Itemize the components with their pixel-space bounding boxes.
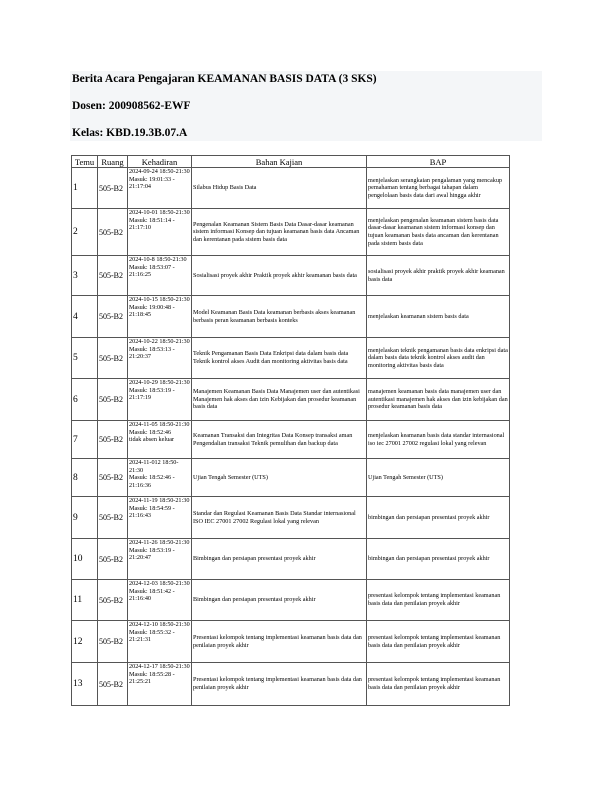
schedule-text: 2024-10-8 18:50-21:30	[129, 256, 187, 263]
bap-cell: manajemen keamanan basis data manajemen user dan autentikasi manajemen hak akses dan izin kebijakan dan prosedur keamanan basis data	[367, 379, 510, 421]
table-row	[72, 338, 510, 379]
attendance-cell	[128, 379, 192, 421]
document-header	[70, 71, 542, 141]
attendance-cell	[128, 621, 192, 663]
attendance-table	[71, 155, 510, 706]
meeting-number: 7	[72, 421, 98, 459]
topic-cell: Manajemen Keamanan Basis Data Manajemen user dan autentikasi Manajemen hak akses dan izin Kebijakan dan prosedur keamanan basis data	[192, 379, 367, 421]
topic-cell: Keamanan Transaksi dan Integritas Data Konsep transaksi aman Pengendalian transaksi Teknik pemulihan dan backup data	[192, 421, 367, 459]
bap-cell: menjelaskan keamanan basis data standar internasional iso iec 27001 27002 regulasi lokal yang relevan	[367, 421, 510, 459]
attendance-cell	[128, 497, 192, 539]
col-header-bap: BAP	[367, 156, 510, 168]
meeting-number: 1	[72, 168, 98, 209]
meeting-number: 10	[72, 539, 98, 580]
table-row	[72, 539, 510, 580]
meeting-number: 12	[72, 621, 98, 663]
table-row	[72, 256, 510, 296]
checkin-text: Masuk: 18:55:32 - 21:21:31	[129, 628, 175, 644]
room-cell: 505-B2	[98, 459, 128, 497]
meeting-number: 13	[72, 663, 98, 706]
schedule-text: 2024-10-15 18:50-21:30	[129, 296, 190, 303]
attendance-note: tidak absen keluar	[129, 436, 175, 444]
checkin-text: Masuk: 18:53:07 - 21:16:25	[129, 263, 175, 279]
attendance-cell	[128, 539, 192, 580]
attendance-cell	[128, 256, 192, 296]
bap-cell: bimbingan dan persiapan presentasi proyek akhir	[367, 497, 510, 539]
bap-cell: Ujian Tengah Semester (UTS)	[367, 459, 510, 497]
bap-cell: menjelaskan serangkaian pengalaman yang mencakup pemahaman tentang berbagai tahapan dalam pengelolaan basis data dari awal hingga akhir	[367, 168, 510, 209]
meeting-number: 8	[72, 459, 98, 497]
attendance-cell	[128, 168, 192, 209]
checkin-text: Masuk: 18:54:59 - 21:16:43	[129, 504, 175, 520]
table-row	[72, 421, 510, 459]
bap-cell: menjelaskan keamanan sistem basis data	[367, 296, 510, 338]
bap-cell: menjelaskan teknik pengamanan basis data enkripsi data dalam basis data teknik kontrol akses audit dan monitoring aktivitas basis data	[367, 338, 510, 379]
meeting-number: 2	[72, 209, 98, 256]
topic-cell: Presentasi kelompok tentang implementasi keamanan basis data dan penilaian proyek akhir	[192, 621, 367, 663]
bap-cell: presentasi kelompok tentang implementasi keamanan basis data dan penilaian proyek akhir	[367, 663, 510, 706]
room-cell: 505-B2	[98, 497, 128, 539]
attendance-cell	[128, 338, 192, 379]
checkin-text: Masuk: 18:52:46 - 21:16:36	[129, 474, 175, 489]
meeting-number: 11	[72, 580, 98, 621]
col-header-temu: Temu	[72, 156, 98, 168]
meeting-number: 9	[72, 497, 98, 539]
topic-cell: Teknik Pengamanan Basis Data Enkripsi data dalam basis data Teknik kontrol akses Audit dan monitoring aktivitas basis data	[192, 338, 367, 379]
topic-cell: Bimbingan dan persiapan presentasi proyek akhir	[192, 580, 367, 621]
room-cell: 505-B2	[98, 256, 128, 296]
meeting-number: 6	[72, 379, 98, 421]
schedule-text: 2024-10-01 18:50-21:30	[129, 209, 190, 216]
room-cell: 505-B2	[98, 168, 128, 209]
table-row	[72, 168, 510, 209]
attendance-cell	[128, 459, 192, 497]
room-cell: 505-B2	[98, 209, 128, 256]
bap-cell: sosialisasi proyek akhir praktik proyek akhir keamanan basis data	[367, 256, 510, 296]
checkin-text: Masuk: 18:53:13 - 21:20:37	[129, 345, 175, 361]
topic-cell: Ujian Tengah Semester (UTS)	[192, 459, 367, 497]
table-row	[72, 459, 510, 497]
schedule-text: 2024-11-05 18:50-21:30	[129, 421, 190, 428]
attendance-cell	[128, 209, 192, 256]
col-header-kehadiran: Kehadiran	[128, 156, 192, 168]
attendance-cell	[128, 663, 192, 706]
topic-cell: Pengenalan Keamanan Sistem Basis Data Dasar-dasar keamanan sistem informasi Konsep dan tujuan keamanan basis data Ancaman dan kerentanan pada sistem basis data	[192, 209, 367, 256]
table-row	[72, 663, 510, 706]
bap-cell: presentasi kelompok tentang implementasi keamanan basis data dan penilaian proyek akhir	[367, 580, 510, 621]
checkin-text: Masuk: 18:55:28 - 21:25:21	[129, 670, 175, 686]
checkin-text: Masuk: 18:52:46	[129, 428, 172, 436]
checkin-text: Masuk: 18:51:14 - 21:17:10	[129, 216, 175, 232]
schedule-text: 2024-11-19 18:50-21:30	[129, 497, 190, 504]
room-cell: 505-B2	[98, 338, 128, 379]
topic-cell: Sosialisasi proyek akhir Praktik proyek akhir keamanan basis data	[192, 256, 367, 296]
topic-cell: Presentasi kelompok tentang implementasi keamanan basis data dan penilaian proyek akhir	[192, 663, 367, 706]
table-row	[72, 379, 510, 421]
schedule-text: 2024-11-26 18:50-21:30	[129, 539, 190, 546]
topic-cell: Bimbingan dan persiapan presentasi proyek akhir	[192, 539, 367, 580]
room-cell: 505-B2	[98, 296, 128, 338]
attendance-cell	[128, 421, 192, 459]
room-cell: 505-B2	[98, 379, 128, 421]
table-row	[72, 497, 510, 539]
col-header-ruang: Ruang	[98, 156, 128, 168]
schedule-text: 2024-12-10 18:50-21:30	[129, 621, 190, 628]
table-row	[72, 209, 510, 256]
class-line: Kelas: KBD.19.3B.07.A	[72, 127, 188, 139]
table-row	[72, 580, 510, 621]
table-row	[72, 296, 510, 338]
table-row	[72, 621, 510, 663]
topic-cell: Silabus Hidup Basis Data	[192, 168, 367, 209]
col-header-bahan-kajian: Bahan Kajian	[192, 156, 367, 168]
schedule-text: 2024-12-17 18:50-21:30	[129, 663, 190, 670]
checkin-text: Masuk: 18:53:19 - 21:20:47	[129, 546, 175, 562]
topic-cell: Standar dan Regulasi Keamanan Basis Data Standar internasional ISO IEC 27001 27002 Regulasi lokal yang relevan	[192, 497, 367, 539]
document-title: Berita Acara Pengajaran KEAMANAN BASIS DATA (3 SKS)	[72, 73, 377, 85]
checkin-text: Masuk: 18:51:42 - 21:16:40	[129, 587, 175, 603]
table-header-row	[72, 156, 510, 168]
checkin-text: Masuk: 18:53:19 - 21:17:19	[129, 386, 175, 402]
meeting-number: 4	[72, 296, 98, 338]
schedule-text: 2024-09-24 18:50-21:30	[129, 168, 190, 175]
room-cell: 505-B2	[98, 663, 128, 706]
room-cell: 505-B2	[98, 580, 128, 621]
meeting-number: 3	[72, 256, 98, 296]
checkin-text: Masuk: 19:00:48 - 21:18:45	[129, 303, 175, 319]
checkin-text: Masuk: 19:01:33 - 21:17:04	[129, 175, 175, 191]
topic-cell: Model Keamanan Basis Data keamanan berbasis akses keamanan berbasis peran keamanan berbasis konteks	[192, 296, 367, 338]
bap-cell: menjelaskan pengenalan keamanan sistem basis data dasar-dasar keamanan sistem informasi konsep dan tujuan keamanan basis data ancaman dan kerentanan pada sistem basis data	[367, 209, 510, 256]
room-cell: 505-B2	[98, 421, 128, 459]
schedule-text: 2024-10-29 18:50-21:30	[129, 379, 190, 386]
attendance-cell	[128, 580, 192, 621]
lecturer-line: Dosen: 200908562-EWF	[72, 100, 191, 112]
bap-cell: presentasi kelompok tentang implementasi keamanan basis data dan penilaian proyek akhir	[367, 621, 510, 663]
attendance-cell	[128, 296, 192, 338]
room-cell: 505-B2	[98, 621, 128, 663]
schedule-text: 2024-11-012 18:50-21:30	[129, 459, 179, 474]
schedule-text: 2024-12-03 18:50-21:30	[129, 580, 190, 587]
room-cell: 505-B2	[98, 539, 128, 580]
schedule-text: 2024-10-22 18:50-21:30	[129, 338, 190, 345]
meeting-number: 5	[72, 338, 98, 379]
bap-cell: bimbingan dan persiapan presentasi proyek akhir	[367, 539, 510, 580]
